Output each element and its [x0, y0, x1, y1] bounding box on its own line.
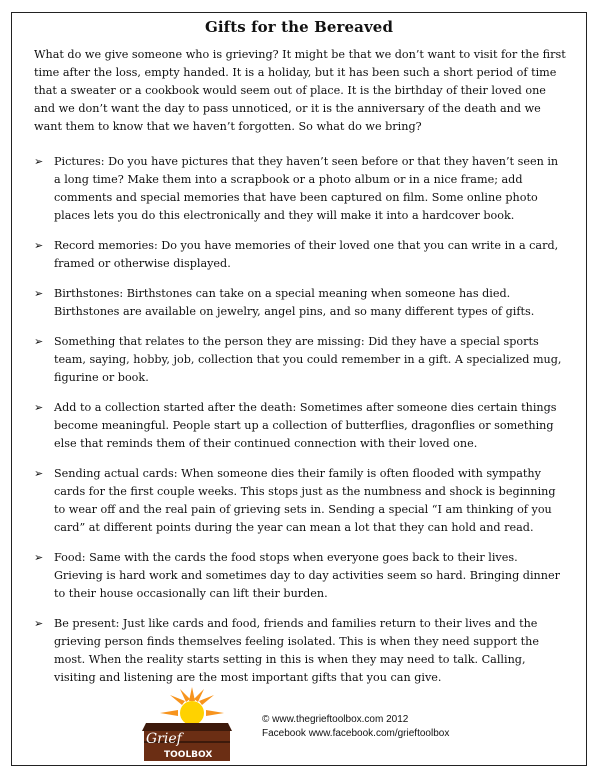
list-item: ➢ Food: Same with the cards the food stops when everyone goes back to their lives. Grieving is hard work and sometimes day to day activities seem so hard. Bringing dinner to their house occasionally can lift their burden. [34, 551, 560, 600]
gift-ideas-list [34, 153, 568, 699]
list-item: ➢ Pictures: Do you have pictures that they haven’t seen before or that they haven’t seen in a long time? Make them into a scrapbook or a photo album or in a nice frame; add comments and special memories that have been captured on film. Some online photo places lets you do this electronically and they will make it into a hardcover book. [34, 155, 559, 222]
page-title: Gifts for the Bereaved [204, 18, 394, 36]
intro-paragraph: What do we give someone who is grieving? It might be that we don’t want to visit for the first time after the loss, empty handed. It is a holiday, but it has been such a short period of time that a sweater or a cookbook would seem out of place. It is the birthday of their loved one and we don’t want the day to pass unnoticed, or it is the anniversary of the death and we want them to know that we haven’t forgotten. So what do we bring? [34, 48, 566, 133]
logo-box-text: TOOLBOX [164, 750, 213, 760]
list-item: ➢ Something that relates to the person they are missing: Did they have a special sports team, saying, hobby, job, collection that you could remember in a gift. A specialized mug, figurine or book. [34, 335, 562, 384]
grief-toolbox-logo [132, 683, 242, 763]
list-item: ➢ Be present: Just like cards and food, friends and families return to their lives and the grieving person finds themselves feeling isolated. This is when they need support the most. When the reality starts setting in this is when they may need to talk. Calling, visiting and listening are the most important gifts that you can give. [34, 617, 539, 684]
footer [132, 683, 572, 763]
sun-icon [160, 687, 224, 725]
arrow-bullet-icon: ➢ [34, 617, 44, 630]
arrow-bullet-icon: ➢ [34, 551, 44, 564]
arrow-bullet-icon: ➢ [34, 287, 44, 300]
arrow-bullet-icon: ➢ [34, 335, 44, 348]
list-item: ➢ Birthstones: Birthstones can take on a special meaning when someone has died. Birthstones are available on jewelry, angel pins, and so many different types of gifts. [34, 287, 535, 318]
document-page [11, 12, 587, 766]
arrow-bullet-icon: ➢ [34, 467, 44, 480]
logo-script-text: Grief [146, 731, 182, 747]
list-item: ➢ Record memories: Do you have memories of their loved one that you can write in a card, framed or otherwise displayed. [34, 239, 559, 270]
list-item: ➢ Add to a collection started after the death: Sometimes after someone dies certain things become meaningful. People start up a collection of butterflies, dragonflies or something else that reminds them of their continued connection with their loved one. [34, 401, 557, 450]
arrow-bullet-icon: ➢ [34, 239, 44, 252]
copyright-text: © www.thegrieftoolbox.com 2012 [262, 714, 409, 725]
facebook-link[interactable]: Facebook www.facebook.com/grieftoolbox [262, 728, 450, 739]
arrow-bullet-icon: ➢ [34, 155, 44, 168]
list-item: ➢ Sending actual cards: When someone dies their family is often flooded with sympathy cards for the first couple weeks. This stops just as the numbness and shock is beginning to wear off and the real pain of grieving sets in. Sending a special “I am thinking of you card” at different points during the year can mean a lot that they can hold and read. [34, 467, 556, 534]
footer-credits [262, 713, 449, 741]
arrow-bullet-icon: ➢ [34, 401, 44, 414]
